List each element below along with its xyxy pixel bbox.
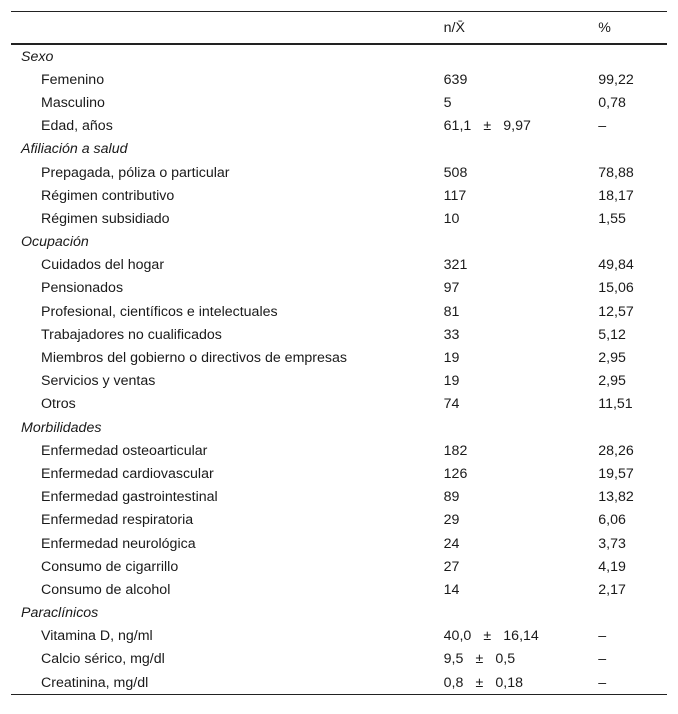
table-row bbox=[11, 254, 667, 277]
row-n-mean: 29 bbox=[443, 512, 460, 529]
table-row bbox=[11, 370, 667, 393]
row-percent: 2,95 bbox=[598, 373, 626, 390]
empty-cell bbox=[598, 44, 667, 68]
row-label: Enfermedad neurológica bbox=[41, 535, 196, 552]
empty-cell bbox=[444, 231, 599, 254]
empty-cell bbox=[598, 602, 667, 625]
table-row bbox=[11, 346, 667, 369]
row-n-mean: 19 bbox=[443, 373, 460, 390]
row-n-mean: 33 bbox=[443, 326, 460, 343]
row-label: Miembros del gobierno o directivos de empresas bbox=[41, 350, 347, 367]
row-n-mean: 508 bbox=[443, 164, 468, 181]
row-n-mean: 639 bbox=[443, 71, 468, 88]
row-percent: 19,57 bbox=[598, 465, 634, 482]
row-n-mean bbox=[444, 115, 599, 138]
section-row bbox=[11, 416, 667, 439]
table-row bbox=[11, 393, 667, 416]
table-row bbox=[11, 648, 667, 671]
row-percent: 15,06 bbox=[598, 280, 634, 297]
table-row bbox=[11, 68, 667, 91]
section-title: Sexo bbox=[21, 48, 54, 65]
sd-value: 16,14 bbox=[503, 628, 539, 645]
row-percent: 3,73 bbox=[598, 535, 626, 552]
row-label: Trabajadores no cualificados bbox=[41, 326, 222, 343]
row-percent: – bbox=[598, 628, 607, 645]
row-percent: 2,17 bbox=[598, 581, 626, 598]
section-title: Morbilidades bbox=[21, 419, 102, 436]
table-body bbox=[11, 44, 667, 695]
section-title: Afiliación a salud bbox=[21, 141, 128, 158]
row-label: Consumo de alcohol bbox=[41, 581, 171, 598]
row-n-mean: 27 bbox=[443, 558, 460, 575]
row-percent: 12,57 bbox=[598, 303, 634, 320]
empty-cell bbox=[598, 138, 667, 161]
row-n-mean: 74 bbox=[443, 396, 460, 413]
row-percent: 0,78 bbox=[598, 94, 626, 111]
row-percent: 18,17 bbox=[598, 187, 634, 204]
section-row bbox=[11, 231, 667, 254]
row-percent: 4,19 bbox=[598, 558, 626, 575]
table-row bbox=[11, 462, 667, 485]
table-row bbox=[11, 277, 667, 300]
empty-cell bbox=[444, 44, 599, 68]
row-label: Masculino bbox=[41, 94, 105, 111]
row-n-mean: 97 bbox=[443, 280, 460, 297]
row-label: Otros bbox=[41, 396, 76, 413]
row-percent: 6,06 bbox=[598, 512, 626, 529]
row-label: Cuidados del hogar bbox=[41, 257, 165, 274]
section-title: Ocupación bbox=[21, 234, 89, 251]
table-row bbox=[11, 115, 667, 138]
table-header-row bbox=[11, 12, 667, 45]
row-n-mean bbox=[444, 648, 599, 671]
header-n-mean: n/X̄ bbox=[444, 12, 599, 45]
row-percent: 28,26 bbox=[598, 442, 634, 459]
row-label: Profesional, científicos e intelectuales bbox=[41, 303, 278, 320]
row-percent: – bbox=[598, 671, 667, 695]
row-label: Régimen subsidiado bbox=[41, 210, 170, 227]
section-row bbox=[11, 138, 667, 161]
table-row bbox=[11, 532, 667, 555]
mean-value: 40,0 bbox=[443, 628, 472, 645]
row-label: Femenino bbox=[41, 71, 105, 88]
sd-value: 0,5 bbox=[495, 651, 516, 668]
mean-value: 61,1 bbox=[443, 118, 472, 135]
section-title: Paraclínicos bbox=[21, 605, 99, 622]
table-row bbox=[11, 184, 667, 207]
table-row bbox=[11, 323, 667, 346]
sd-value: 9,97 bbox=[503, 118, 531, 135]
row-label: Enfermedad cardiovascular bbox=[41, 465, 214, 482]
table-row bbox=[11, 161, 667, 184]
row-n-mean: 19 bbox=[443, 350, 460, 367]
empty-cell bbox=[598, 231, 667, 254]
row-n-mean: 321 bbox=[443, 257, 468, 274]
row-percent: – bbox=[598, 651, 607, 668]
plus-minus-symbol: ± bbox=[483, 118, 492, 135]
section-row bbox=[11, 44, 667, 68]
row-label: Consumo de cigarrillo bbox=[41, 558, 179, 575]
mean-value: 9,5 bbox=[443, 651, 464, 668]
row-n-mean bbox=[444, 625, 599, 648]
row-percent: 5,12 bbox=[598, 326, 626, 343]
sd-value: 0,18 bbox=[495, 674, 524, 691]
plus-minus-symbol: ± bbox=[475, 651, 484, 668]
table-row bbox=[11, 439, 667, 462]
row-percent: 13,82 bbox=[598, 489, 634, 506]
empty-cell bbox=[444, 138, 599, 161]
plus-minus-symbol: ± bbox=[475, 674, 484, 691]
table-row bbox=[11, 91, 667, 114]
table-row bbox=[11, 300, 667, 323]
row-n-mean: 5 bbox=[443, 94, 452, 111]
row-label: Prepagada, póliza o particular bbox=[41, 164, 230, 181]
row-percent: 1,55 bbox=[598, 210, 626, 227]
plus-minus-symbol: ± bbox=[483, 628, 492, 645]
table-row bbox=[11, 671, 667, 695]
row-label: Calcio sérico, mg/dl bbox=[41, 651, 165, 668]
row-n-mean: 182 bbox=[443, 442, 468, 459]
mean-value: 0,8 bbox=[443, 674, 464, 691]
table-row bbox=[11, 486, 667, 509]
row-n-mean: 126 bbox=[443, 465, 468, 482]
characteristics-table bbox=[11, 11, 667, 695]
row-n-mean: 117 bbox=[443, 187, 467, 204]
row-n-mean: 14 bbox=[443, 581, 460, 598]
empty-cell bbox=[444, 416, 599, 439]
row-n-mean: 10 bbox=[443, 210, 460, 227]
row-label: Vitamina D, ng/ml bbox=[41, 628, 153, 645]
row-n-mean bbox=[444, 671, 599, 695]
table-row bbox=[11, 625, 667, 648]
table-row bbox=[11, 555, 667, 578]
row-label: Enfermedad osteoarticular bbox=[41, 442, 208, 459]
row-label: Enfermedad respiratoria bbox=[41, 512, 194, 529]
row-percent: 49,84 bbox=[598, 257, 634, 274]
header-percent: % bbox=[598, 12, 667, 45]
row-label: Servicios y ventas bbox=[41, 373, 156, 390]
row-percent: – bbox=[598, 118, 607, 135]
row-label: Creatinina, mg/dl bbox=[11, 671, 444, 695]
row-label: Régimen contributivo bbox=[41, 187, 175, 204]
row-percent: 99,22 bbox=[598, 71, 634, 88]
empty-cell bbox=[598, 416, 667, 439]
table-row bbox=[11, 578, 667, 601]
row-percent: 2,95 bbox=[598, 350, 626, 367]
row-n-mean: 81 bbox=[443, 303, 460, 320]
row-label: Enfermedad gastrointestinal bbox=[41, 489, 218, 506]
section-row bbox=[11, 602, 667, 625]
table-row bbox=[11, 509, 667, 532]
row-label: Edad, años bbox=[41, 118, 113, 135]
row-percent: 11,51 bbox=[598, 396, 633, 413]
row-n-mean: 24 bbox=[443, 535, 460, 552]
row-n-mean: 89 bbox=[443, 489, 460, 506]
table-row bbox=[11, 207, 667, 230]
row-label: Pensionados bbox=[41, 280, 124, 297]
row-percent: 78,88 bbox=[598, 164, 634, 181]
empty-cell bbox=[444, 602, 599, 625]
header-variable bbox=[11, 12, 444, 45]
